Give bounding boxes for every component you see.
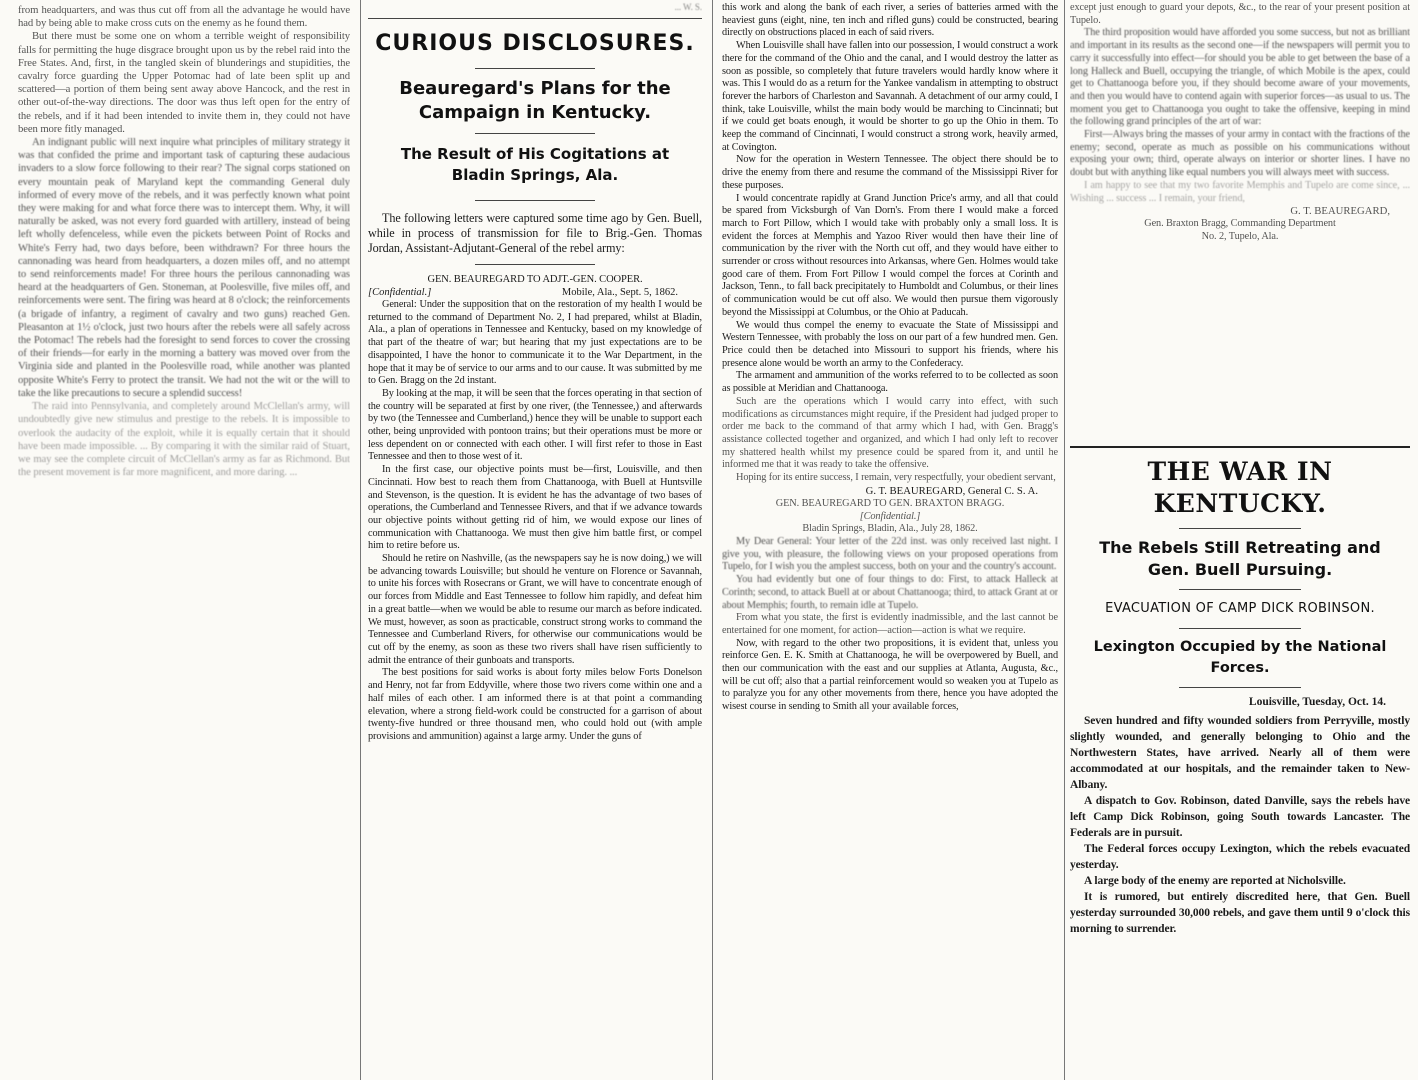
section-divider bbox=[1070, 446, 1410, 448]
col2-paragraph-2: By looking at the map, it will be seen that the forces operating in that section of the country will be separated at first by one river, (the Tennessee,) and afterwards by two (the Tennessee and Cumberland,) hence they will be unable to support each other, being unprovided with pontoon trains; but their operations must be more or less dependent on or connected with each other. I will first refer to those in East Tennessee and then to those west of it. bbox=[368, 387, 702, 463]
addressee-line-1: Gen. Braxton Bragg, Commanding Department bbox=[1144, 218, 1336, 230]
col3-paragraph-3: Now for the operation in Western Tennessee. The object there should be to drive the enemy from there and resume the command of the Mississippi River for these purposes. bbox=[722, 154, 1058, 191]
col4-paragraph-9: It is rumored, but entirely discredited here, that Gen. Buell yesterday surrounded 30,000 rebels, and gave them until 9 o'clock this morning to surrender. bbox=[1070, 891, 1410, 935]
col3-paragraph-6: The armament and ammunition of the works referred to to be collected as soon as possible at Meridian and Chattanooga. bbox=[722, 370, 1058, 395]
divider bbox=[1179, 589, 1301, 590]
column-1 bbox=[18, 0, 350, 1080]
col4-paragraph-1: except just enough to guard your depots, &c., to the rear of your present position at Tupelo. bbox=[1070, 2, 1410, 26]
col4-letter-continuation bbox=[1070, 2, 1410, 442]
col2-top-line: ... W. S. bbox=[674, 2, 702, 12]
col1-paragraph-1: from headquarters, and was thus cut off from all the advantage he would have had by being able to make cross cuts on the enemy as he found them. bbox=[18, 4, 350, 30]
col3-paragraph-10: You had evidently but one of four things to do: First, to attack Halleck at Corinth; second, to attack Buell at or about Chattanooga; third, to attack Grant at or about Memphis; fourth, to remain idle at Tupelo. bbox=[722, 574, 1058, 611]
subheadline-result-cogitations: The Result of His Cogitations at Bladin Springs, Ala. bbox=[400, 145, 670, 184]
col3-paragraph-9: My Dear General: Your letter of the 22d inst. was only received last night. I give you, with pleasure, the following views on your proposed operations from Tupelo, for I wish you the amplest success, both on your and the country's account. bbox=[722, 536, 1058, 573]
letter1-heading: GEN. BEAUREGARD TO ADJT.-GEN. COOPER. bbox=[427, 274, 643, 285]
col4-paragraph-3: First—Always bring the masses of your army in contact with the fractions of the enemy; second, operate as much as possible on his communications without exposing your own; third, operate always on interior or shorter lines. I have no doubt but with anything like equal numbers you will always meet with success. bbox=[1070, 129, 1410, 179]
col3-paragraph-2: When Louisville shall have fallen into our possession, I would construct a work there for the command of the Ohio and the canal, and I would destroy the latter as soon as possible, so completely that future travelers would hardly know where it was. This I would do as a return for the Yankee vandalism in attempting to obstruct forever the harbors of Charleston and Savannah. A detachment of our army could, I think, take Louisville, whilst the main body would be marching to Cincinnati; but if we could get boats enough, it would be shorter to go up the Ohio in them. To keep the command of Cincinnati, I would construct a strong work, heavily armed, at Covington. bbox=[722, 40, 1058, 153]
signature-beauregard: G. T. BEAUREGARD, General C. S. A. bbox=[865, 484, 1038, 497]
divider bbox=[475, 68, 595, 69]
col3-paragraph-7: Such are the operations which I would carry into effect, with such modifications as circumstances might require, if the President had judged proper to order me back to the command of that army which I had, with Gen. Bragg's assistance collected together and organized, and which I had only left to recover my shattered health whilst my presence could be spared from it, and until he informed me that it was ready to take the offensive. bbox=[722, 395, 1058, 471]
col3-paragraph-8: Hoping for its entire success, I remain, very respectfully, your obedient servant, bbox=[736, 472, 1056, 484]
subheadline-beauregard-plans: Beauregard's Plans for the Campaign in Kentucky. bbox=[399, 78, 671, 123]
col2-paragraph-1: General: Under the supposition that on the restoration of my health I would be returned to the command of Department No. 2, I had prepared, whilst at Bladin, Ala., a plan of operations in Tennessee and Kentucky, based on my knowledge of that part of the theatre of war; but hearing that my just expectations are to be disappointed, I have the honor to communicate it to the War Department, in the hope that it may be of service to our arms and to our cause. It was submitted by me to Gen. Bragg on the 2d instant. bbox=[368, 299, 702, 387]
subheadline-rebels-retreating: The Rebels Still Retreating and Gen. Buell Pursuing. bbox=[1099, 538, 1381, 579]
col3-paragraph-1: this work and along the bank of each river, a series of batteries armed with the heaviest guns (eight, nine, ten inch and rifled guns) could be constructed, bearing directly on obstructions placed in each of said rivers. bbox=[722, 2, 1058, 39]
col4-paragraph-6: A dispatch to Gov. Robinson, dated Danville, says the rebels have left Camp Dick Robinson, going South towards Lancaster. The Federals are in pursuit. bbox=[1070, 795, 1410, 839]
column-3 bbox=[722, 0, 1058, 1080]
addressee-line-2: No. 2, Tupelo, Ala. bbox=[1201, 231, 1279, 243]
col2-intro: The following letters were captured some time ago by Gen. Buell, while in process of transmission for file to Brig.-Gen. Thomas Jordan, Assistant-Adjutant-General of the rebel army: bbox=[368, 211, 702, 255]
headline-curious-disclosures: CURIOUS DISCLOSURES. bbox=[375, 31, 695, 56]
column-divider-1 bbox=[360, 0, 361, 1080]
col3-paragraph-4: I would concentrate rapidly at Grand Junction Price's army, and all that could be spared from Vicksburgh of Van Dorn's. From there I would make a forced march to Fort Pillow, which I would take with probably only a small loss. It is evident the forces at Memphis and Yazoo River would then have their line of communication by the river with the North cut off, and they would have either to surrender or cross without resources into Arkansas, where Gen. Holmes would take good care of them. From Fort Pillow I would compel the forces at Corinth and Jackson, Tenn., to fall back precipitately to Humboldt and Columbus, or their lines of communication would be cut off also. We would then pursue them vigorously beyond the Mississippi at Columbus, or the Ohio at Paducah. bbox=[722, 192, 1058, 318]
subheadline-evacuation: EVACUATION OF CAMP DICK ROBINSON. bbox=[1105, 601, 1375, 616]
col1-paragraph-3: An indignant public will next inquire what principles of military strategy it was that confided the prime and important task of capturing these audacious invaders to a slow force following to their rear? The signal corps stationed on every mountain peak of Maryland kept the commanding General duly informed of every move of the rebels, and it was perfectly known what point they were making for and what force there was to intercept them. Why, it will naturally be asked, was not every ford guarded with artillery, instead of being left wholly defenceless, while even the pickets between Point of Rocks and White's Ferry had, two days before, been withdrawn? For three hours the cannonading was heard from headquarters, a dozen miles off, and no attempt to send reinforcements made! For three hours the perilous cannonading was heard at the headquarters of Gen. Stoneman, at Poolesville, five miles off, and reinforcements were sent. The firing was heard at 8 o'clock; the reinforcements (a brigade of infantry, a regiment of cavalry and two guns) reached Gen. Pleasanton at 1½ o'clock, just two hours after the rebels were all safely across the Potomac! The rebels had the foresight to send forces to cover the crossing of their friends—for early in the morning a battery was moved over from the Virginia side and planted in the Poolesville road, while another was planted opposite White's Ferry to protect the transit. We had not the wit or the will to take the like precautions to secure a splendid success! bbox=[18, 136, 350, 399]
divider bbox=[475, 133, 595, 134]
column-divider-2 bbox=[712, 0, 713, 1080]
col4-paragraph-5: Seven hundred and fifty wounded soldiers from Perryville, mostly slightly wounded, and generally belonging to Ohio and the Northwestern States, have arrived. Nearly all of them were accommodated at our hospitals, and the remainder taken to New-Albany. bbox=[1070, 715, 1410, 791]
divider bbox=[368, 18, 702, 19]
col1-paragraph-2: But there must be some one on whom a terrible weight of responsibility falls for permitting the huge disgrace brought upon us by the rebel raid into the Free States. And, first, in the tangled skein of blunderings and stupidities, the cavalry force guarding the Upper Potomac had of late been split up and scattered—a portion of them being sent away above Hancock, and the rest in other out-of-the-way directions. The door was thus left open for the entry of the rebels, and if it had been intended to invite them in, they could not have been more fitly managed. bbox=[18, 30, 350, 135]
col2-paragraph-5: The best positions for said works is about forty miles below Forts Donelson and Henry, not far from Eddyville, where those two rivers come within one and a half miles of each other. I am informed there is at that point a commanding elevation, where a strong field-work could be constructed for a garrison of about twenty-five hundred or three thousand men, who could hold out (with ample provisions and ammunition) against a large army. Under the guns of bbox=[368, 667, 702, 742]
col4-paragraph-8: A large body of the enemy are reported at Nicholsville. bbox=[1084, 875, 1346, 887]
col2-paragraph-4: Should he retire on Nashville, (as the newspapers say he is now doing,) we will be advancing towards Louisville; but should he venture on Florence or Savannah, to unite his forces with Rosecrans or Grant, we will have to concentrate enough of our forces from Middle and East Tennessee to follow him rapidly, and defeat him in a great battle—when we would be able to resume our march as before indicated. We must, however, as soon as practicable, construct strong works to command the Tennessee and Cumberland Rivers, for otherwise our communications would be cut off by the enemy, as soon as these two rivers shall have risen sufficiently to admit the entrance of their gunboats and transports. bbox=[368, 553, 702, 666]
subheadline-lexington-occupied: Lexington Occupied by the National Forces. bbox=[1093, 639, 1387, 676]
col2-paragraph-3: In the first case, our objective points must be—first, Louisville, and then Cincinnati. How best to reach them from Chattanooga, with Buell at Huntsville and Stevenson, is the question. It is evident he has the advantage of two bases of operations, the Cumberland and Tennessee Rivers, and that if we advance towards our objective points without getting rid of him, we would expose our lines of communication with Chattanooga. We must then give him battle first, or compel him to retire before us. bbox=[368, 464, 702, 552]
letter2-confidential: [Confidential.] bbox=[859, 510, 921, 522]
divider bbox=[1179, 528, 1301, 529]
column-divider-3 bbox=[1064, 0, 1065, 1080]
col3-paragraph-11: From what you state, the first is evidently inadmissible, and the last cannot be entertained for one moment, for action—action—action is what we require. bbox=[722, 612, 1058, 636]
column-2 bbox=[368, 0, 702, 1080]
col3-paragraph-5: We would thus compel the enemy to evacuate the State of Mississippi and Western Tennessee, with probably the loss on our part of a few hundred men. Gen. Price could then be detached into Missouri to support his friends, where his presence alone would be worth an army to the Confederacy. bbox=[722, 319, 1058, 369]
letter2-heading: GEN. BEAUREGARD TO GEN. BRAXTON BRAGG. bbox=[775, 497, 1005, 509]
letter1-place-date: Mobile, Ala., Sept. 5, 1862. bbox=[561, 287, 678, 298]
divider bbox=[1179, 628, 1301, 629]
letter1-confidential: [Confidential.] bbox=[368, 287, 432, 298]
col4-paragraph-7: The Federal forces occupy Lexington, which the rebels evacuated yesterday. bbox=[1070, 843, 1410, 871]
divider bbox=[475, 264, 595, 265]
col4-paragraph-2: The third proposition would have afforded you some success, but not as brilliant and important in its results as the second one—if the newspapers will permit you to carry it successfully into effect—for should you be able to get between the base of a long Halleck and Buell, occupying the triangle, of which Mobile is the apex, could get to Chattanooga before you, if they should become aware of your movements, and then you would have to contend again with superior forces—as usual to us. The moment you get to Chattanooga you ought to take the offensive, keeping in mind the following grand principles of the art of war: bbox=[1070, 27, 1410, 128]
letter2-place-date: Bladin Springs, Bladin, Ala., July 28, 1862. bbox=[802, 523, 978, 535]
column-4 bbox=[1070, 0, 1410, 1080]
col1-paragraph-4: The raid into Pennsylvania, and completely around McClellan's army, will undoubtedly give new stimulus and prestige to the rebels. It is impossible to overlook the audacity of the exploit, while it is equally certain that it should have been made impossible. ... By comparing it with the similar raid of Stuart, we may see the complete circuit of McClellan's army as far as Richmond. But the present movement is far more magnificent, and more daring. ... bbox=[18, 400, 350, 479]
divider bbox=[475, 200, 595, 201]
headline-war-in-kentucky: THE WAR IN KENTUCKY. bbox=[1147, 457, 1333, 518]
col4-paragraph-4: I am happy to see that my two favorite Memphis and Tupelo are come since, ... Wishing ... success ... I remain, your friend, bbox=[1070, 179, 1410, 204]
col3-paragraph-12: Now, with regard to the other two propositions, it is evident that, unless you reinforce Gen. E. K. Smith at Chattanooga, he will be overpowered by Buell, and then our communication with the east and our supplies at Atlanta, Augusta, &c., will be cut off; also that a partial reinforcement would so weaken you at Tupelo as to paralyze you for any other movements from there, hence you have adopted the wisest course in sending to Smith all your available forces, bbox=[722, 637, 1058, 713]
dateline-louisville: Louisville, Tuesday, Oct. 14. bbox=[1248, 696, 1386, 708]
signature-beauregard-2: G. T. BEAUREGARD, bbox=[1290, 205, 1390, 218]
divider bbox=[1179, 687, 1301, 688]
